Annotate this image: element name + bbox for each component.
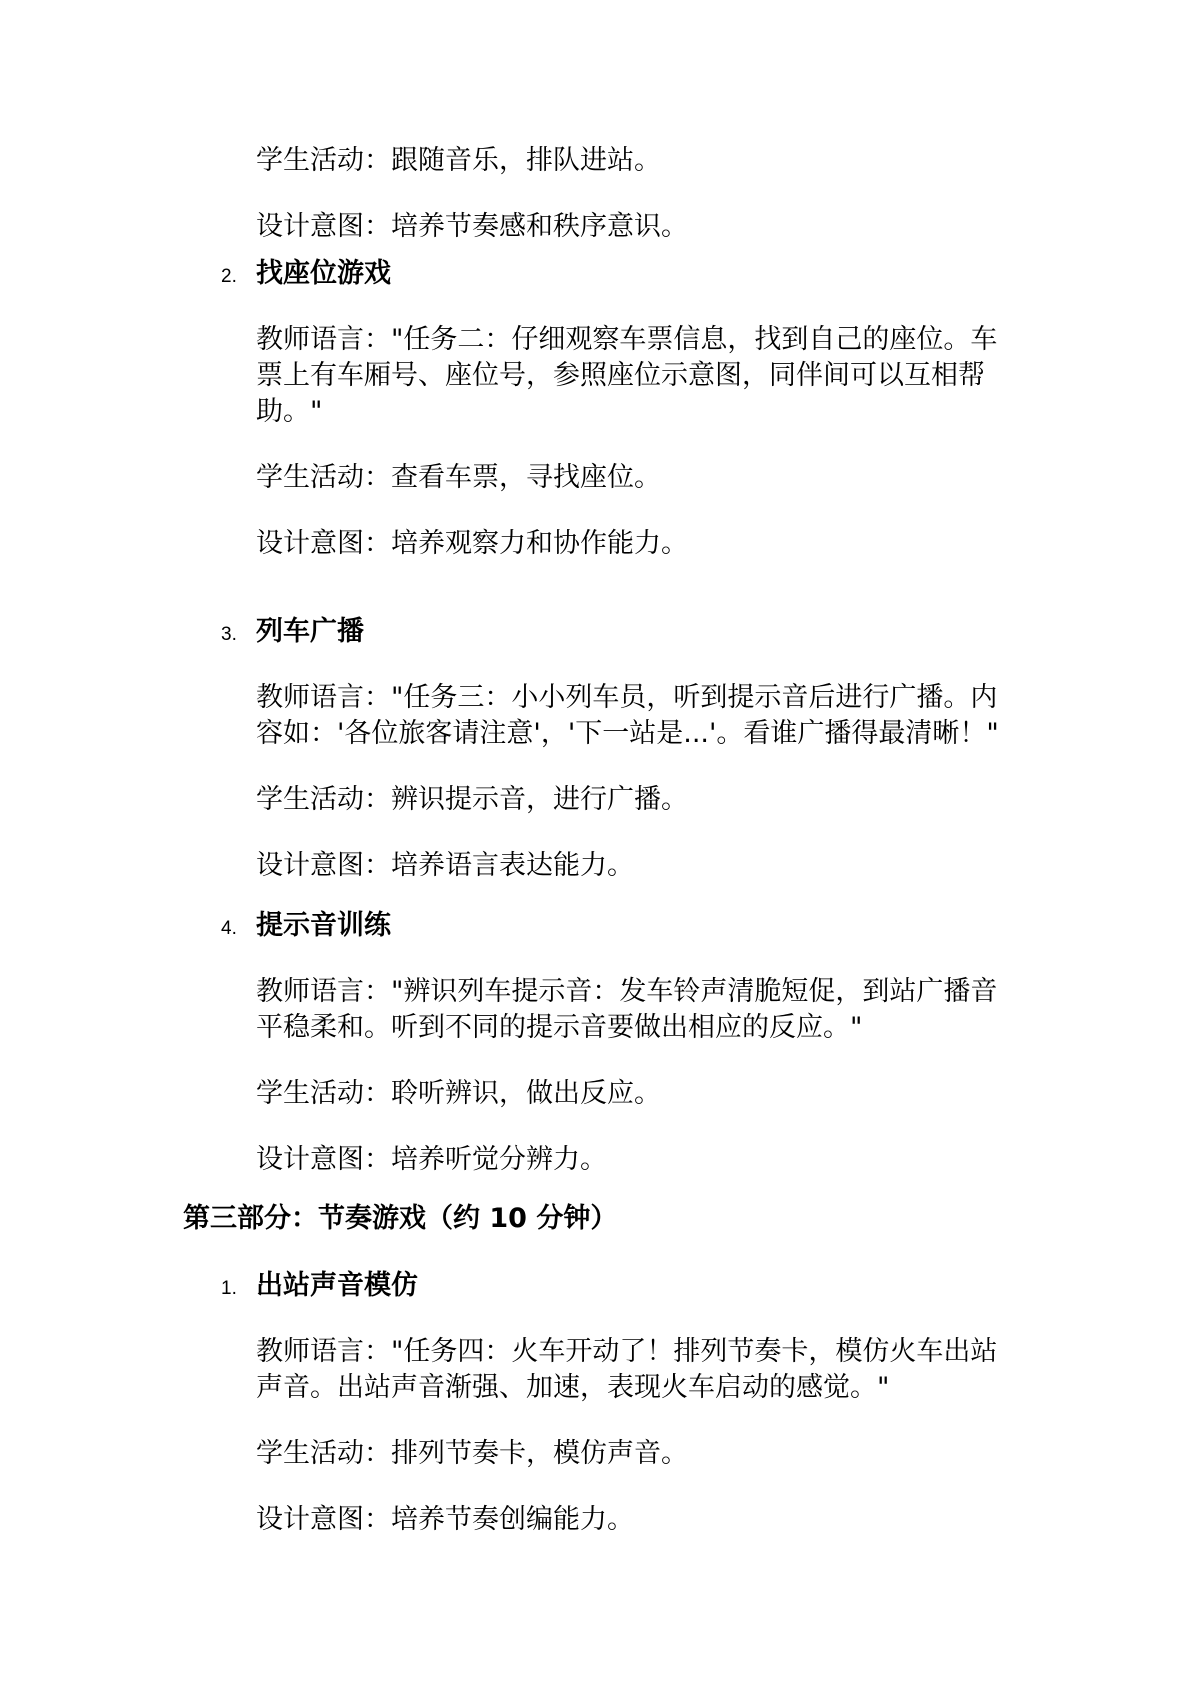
- design-intent-text: 设计意图：培养语言表达能力。: [256, 850, 634, 881]
- design-intent-text: 设计意图：培养观察力和协作能力。: [256, 528, 688, 559]
- section-heading: 第三部分：节奏游戏（约 10 分钟）: [183, 1203, 618, 1234]
- teacher-speech-line: 教师语言："任务四：火车开动了！排列节奏卡，模仿火车出站: [256, 1336, 998, 1367]
- design-intent-text: 设计意图：培养节奏感和秩序意识。: [256, 211, 688, 242]
- student-activity-text: 学生活动：辨识提示音，进行广播。: [256, 784, 688, 815]
- teacher-speech-line: 教师语言："辨识列车提示音：发车铃声清脆短促，到站广播音: [256, 976, 998, 1007]
- item-find-seat: [221, 256, 1026, 562]
- teacher-speech-line: 教师语言："任务二：仔细观察车票信息，找到自己的座位。车: [256, 324, 998, 355]
- item-title: 出站声音模仿: [256, 1270, 418, 1301]
- item-title: 提示音训练: [256, 910, 391, 941]
- item-train-broadcast: [221, 614, 1026, 884]
- item-departure-sound-imitation: [221, 1268, 1026, 1538]
- item-heading: [221, 908, 1026, 944]
- design-intent-text: 设计意图：培养听觉分辨力。: [256, 1144, 607, 1175]
- student-activity-text: 学生活动：聆听辨识，做出反应。: [256, 1078, 661, 1109]
- item-heading: [221, 256, 1026, 292]
- item-heading: [221, 1268, 1026, 1304]
- item-number: 1.: [221, 1278, 237, 1299]
- teacher-speech-line: 助。": [256, 396, 323, 427]
- student-activity-text: 学生活动：查看车票，寻找座位。: [256, 462, 661, 493]
- teacher-speech-line: 容如：'各位旅客请注意'，'下一站是...'。看谁广播得最清晰！": [256, 718, 999, 749]
- item-title: 列车广播: [256, 616, 364, 647]
- previous-item-tail: [256, 143, 1026, 245]
- item-number: 3.: [221, 624, 237, 645]
- item-number: 2.: [221, 266, 237, 287]
- item-number: 4.: [221, 918, 237, 939]
- teacher-speech-line: 平稳柔和。听到不同的提示音要做出相应的反应。": [256, 1012, 863, 1043]
- teacher-speech-line: 票上有车厢号、座位号，参照座位示意图，同伴间可以互相帮: [256, 360, 985, 391]
- item-heading: [221, 614, 1026, 650]
- teacher-speech-line: 教师语言："任务三：小小列车员，听到提示音后进行广播。内: [256, 682, 998, 713]
- student-activity-text: 学生活动：排列节奏卡，模仿声音。: [256, 1438, 688, 1469]
- item-signal-sound-training: [221, 908, 1026, 1178]
- item-title: 找座位游戏: [256, 258, 391, 289]
- design-intent-text: 设计意图：培养节奏创编能力。: [256, 1504, 634, 1535]
- teacher-speech-line: 声音。出站声音渐强、加速，表现火车启动的感觉。": [256, 1372, 890, 1403]
- student-activity-text: 学生活动：跟随音乐，排队进站。: [256, 145, 661, 176]
